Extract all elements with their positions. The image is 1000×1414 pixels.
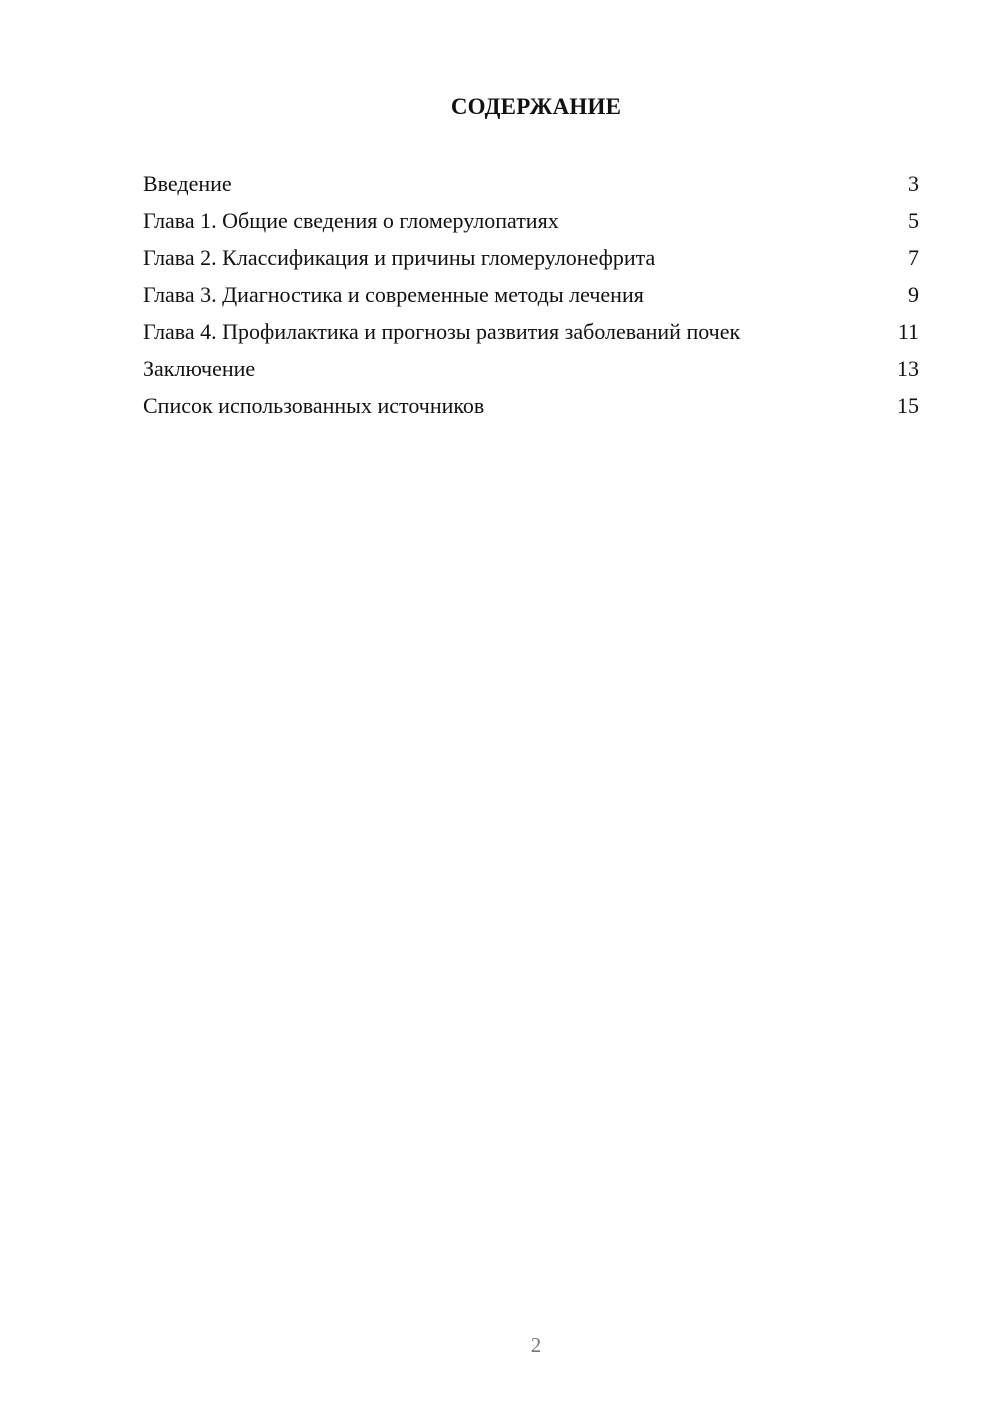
toc-item-page: 13 [897, 356, 919, 381]
toc-item-title: Введение [143, 171, 232, 196]
page-title: СОДЕРЖАНИЕ [450, 94, 622, 119]
toc-item-chapter-4 [143, 318, 919, 345]
toc-item-chapter-1 [143, 207, 919, 234]
table-of-contents [143, 170, 919, 429]
toc-item-title: Глава 1. Общие сведения о гломерулопатиях [143, 208, 559, 233]
toc-item-chapter-3 [143, 281, 919, 308]
toc-item-title: Заключение [143, 356, 256, 381]
toc-item-page: 9 [908, 282, 919, 307]
toc-item-title: Глава 2. Классификация и причины гломерулонефрита [143, 245, 656, 270]
toc-item-page: 11 [897, 319, 919, 344]
toc-item-page: 3 [908, 171, 919, 196]
toc-item-chapter-2 [143, 244, 919, 271]
toc-item-title: Глава 4. Профилактика и прогнозы развития заболеваний почек [143, 319, 741, 344]
toc-item-references [143, 392, 919, 419]
toc-item-title: Список использованных источников [143, 393, 485, 418]
toc-item-page: 15 [897, 393, 919, 418]
toc-item-introduction [143, 170, 919, 197]
page-number: 2 [530, 1333, 542, 1357]
toc-item-title: Глава 3. Диагностика и современные методы лечения [143, 282, 644, 307]
toc-item-conclusion [143, 355, 919, 382]
toc-item-page: 7 [908, 245, 919, 270]
toc-item-page: 5 [908, 208, 919, 233]
